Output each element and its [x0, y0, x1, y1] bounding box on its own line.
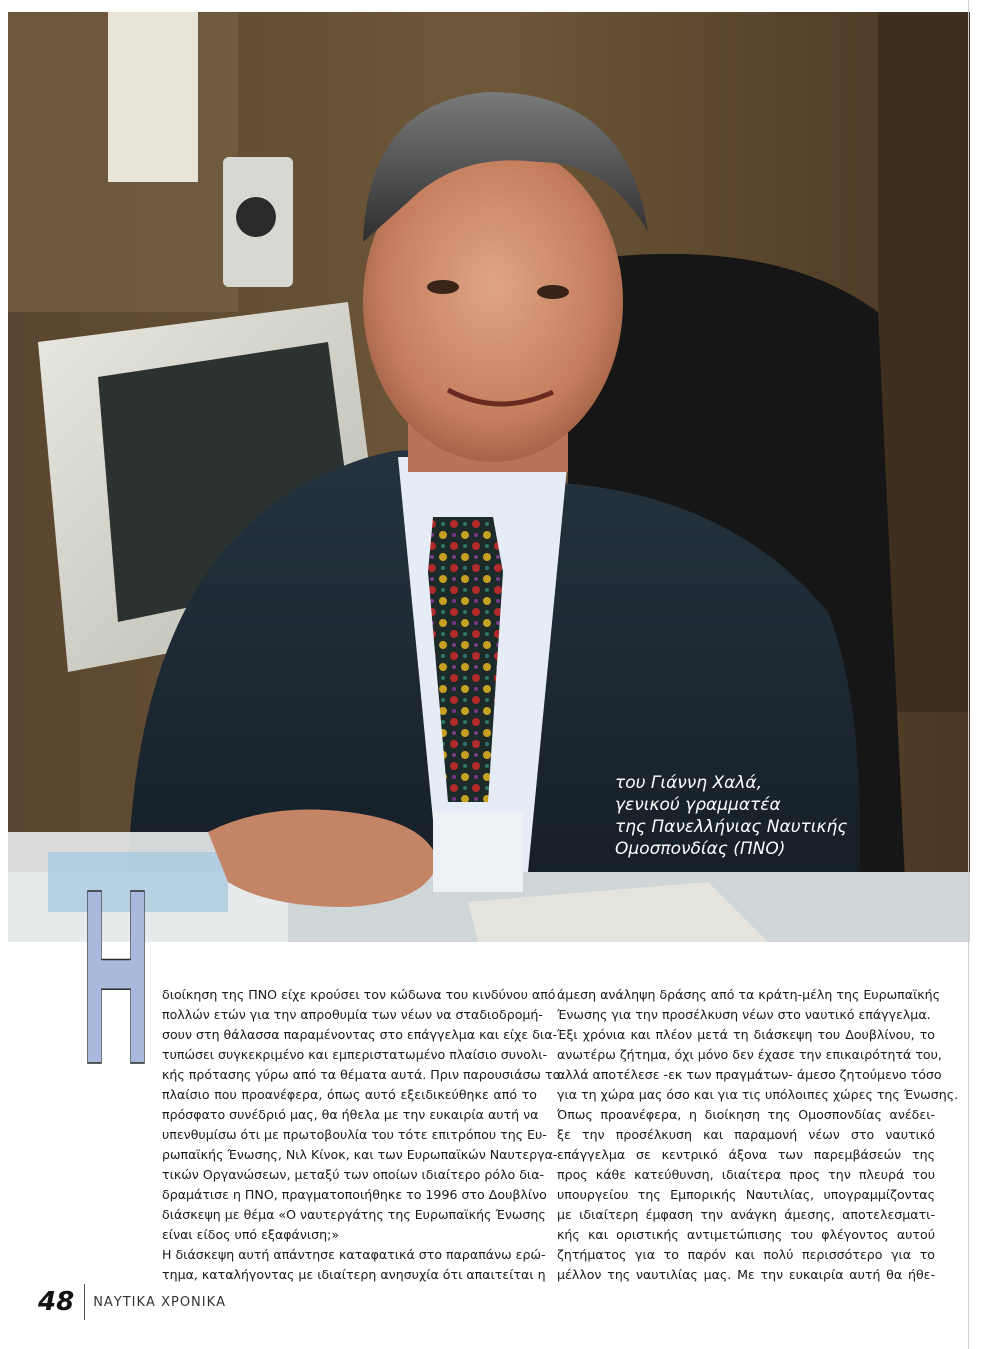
text-line: κής και οριστικής αντιμετώπισης του φλέγοντος αυτού — [557, 1227, 935, 1242]
caption-line: του Γιάννη Χαλά, — [615, 773, 762, 793]
text-line: υπενθυμίσω ότι με πρωτοβουλία του τότε επιτρόπου της Ευ- — [162, 1127, 547, 1142]
text-line: υπουργείου της Εμπορικής Ναυτιλίας, υπογραμμίζοντας — [557, 1187, 935, 1202]
photo-caption — [615, 772, 915, 860]
text-line: ρωπαϊκής Ένωσης, Νιλ Κίνοκ, και των Ευρωπαϊκών Ναυτεργα- — [162, 1147, 558, 1162]
text-line: τυπώσει συγκεκριμένο και εμπεριστατωμένο πλαίσιο συνολι- — [162, 1047, 548, 1062]
text-line: είναι είδος υπό εξαφάνιση;» — [162, 1227, 340, 1242]
text-line: τημα, καταλήγοντας με ιδιαίτερη ανησυχία ότι απαιτείται η — [162, 1267, 546, 1282]
text-line: Η διάσκεψη αυτή απάντησε καταφατικά στο παραπάνω ερώ- — [162, 1247, 546, 1262]
text-line: ανωτέρω ζήτημα, όχι μόνο δεν έχασε την επικαιρότητά του, — [557, 1047, 942, 1062]
text-line: πλαίσιο που προανέφερα, όπως αυτό εξειδικεύθηκε από το — [162, 1087, 537, 1102]
magazine-name: ΝΑΥΤΙΚΑ ΧΡΟΝΙΚΑ — [93, 1294, 227, 1310]
text-line: μέλλον της ναυτιλίας μας. Με την ευκαιρία αυτή θα ήθε- — [557, 1267, 935, 1282]
portrait-photo — [8, 12, 970, 942]
page-number: 48 — [38, 1287, 75, 1317]
text-line: με ιδιαίτερη έμφαση την ανάγκη άμεσης, αποτελεσματι- — [557, 1207, 935, 1222]
caption-line: Ομοσπονδίας (ΠΝΟ) — [615, 839, 786, 859]
drop-cap — [80, 837, 152, 1116]
text-line: διοίκηση της ΠΝΟ είχε κρούσει τον κώδωνα του κινδύνου από — [162, 987, 556, 1002]
text-line: ξε την προσέλκυση και παραμονή νέων στο ναυτικό — [557, 1127, 935, 1142]
text-line: δραμάτισε η ΠΝΟ, πραγματοποιήθηκε το 1996 στο Δουβλίνο — [162, 1187, 547, 1202]
footer-divider — [84, 1284, 85, 1320]
text-line: Ένωσης για την προσέλκυση νέων στο ναυτικό επάγγελμα. — [557, 1007, 931, 1022]
text-line: διάσκεψη με θέμα «Ο ναυτεργάτης της Ευρωπαϊκής Ένωσης — [162, 1207, 546, 1222]
text-line: ζητήματος για το παρόν και πολύ περισσότερο για το — [557, 1247, 935, 1262]
text-line: Έξι χρόνια και πλέον μετά τη διάσκεψη του Δουβλίνου, το — [557, 1027, 935, 1042]
article-column-2 — [557, 985, 959, 1285]
text-line: κής πρότασης γύρω από τα θέματα αυτά. Πριν παρουσιάσω το — [162, 1067, 561, 1082]
article-column-1 — [162, 985, 561, 1285]
caption-line: της Πανελλήνιας Ναυτικής — [615, 817, 848, 837]
text-line: άμεση ανάληψη δράσης από τα κράτη-μέλη της Ευρωπαϊκής — [557, 987, 941, 1002]
text-line: σουν στη θάλασσα παραμένοντας στο επάγγελμα και είχε δια- — [162, 1027, 558, 1042]
text-line: Όπως προανέφερα, η διοίκηση της Ομοσπονδίας ανέδει- — [557, 1107, 935, 1122]
drop-cap-letter: Η — [81, 837, 151, 1116]
caption-line: γενικού γραμματέα — [615, 795, 781, 815]
page-footer — [38, 1282, 226, 1322]
text-line: για τη χώρα μας όσο και για τις υπόλοιπες χώρες της Ένωσης. — [557, 1087, 959, 1102]
text-line: αλλά αποτέλεσε -εκ των πραγμάτων- άμεσο ζητούμενο τόσο — [557, 1067, 942, 1082]
text-line: πολλών ετών για την απροθυμία των νέων να σταδιοδρομή- — [162, 1007, 543, 1022]
text-line: επάγγελμα σε κεντρικό άξονα των παρεμβάσεών της — [557, 1147, 935, 1162]
text-line: τικών Οργανώσεων, μεταξύ των οποίων ιδιαίτερο ρόλο δια- — [162, 1167, 545, 1182]
text-line: προς κάθε κατεύθυνση, ιδιαίτερα προς την πλευρά του — [557, 1167, 935, 1182]
page-edge-line — [968, 0, 969, 1349]
text-line: πρόσφατο συνέδριό μας, θα ήθελα με την ευκαιρία αυτή να — [162, 1107, 539, 1122]
